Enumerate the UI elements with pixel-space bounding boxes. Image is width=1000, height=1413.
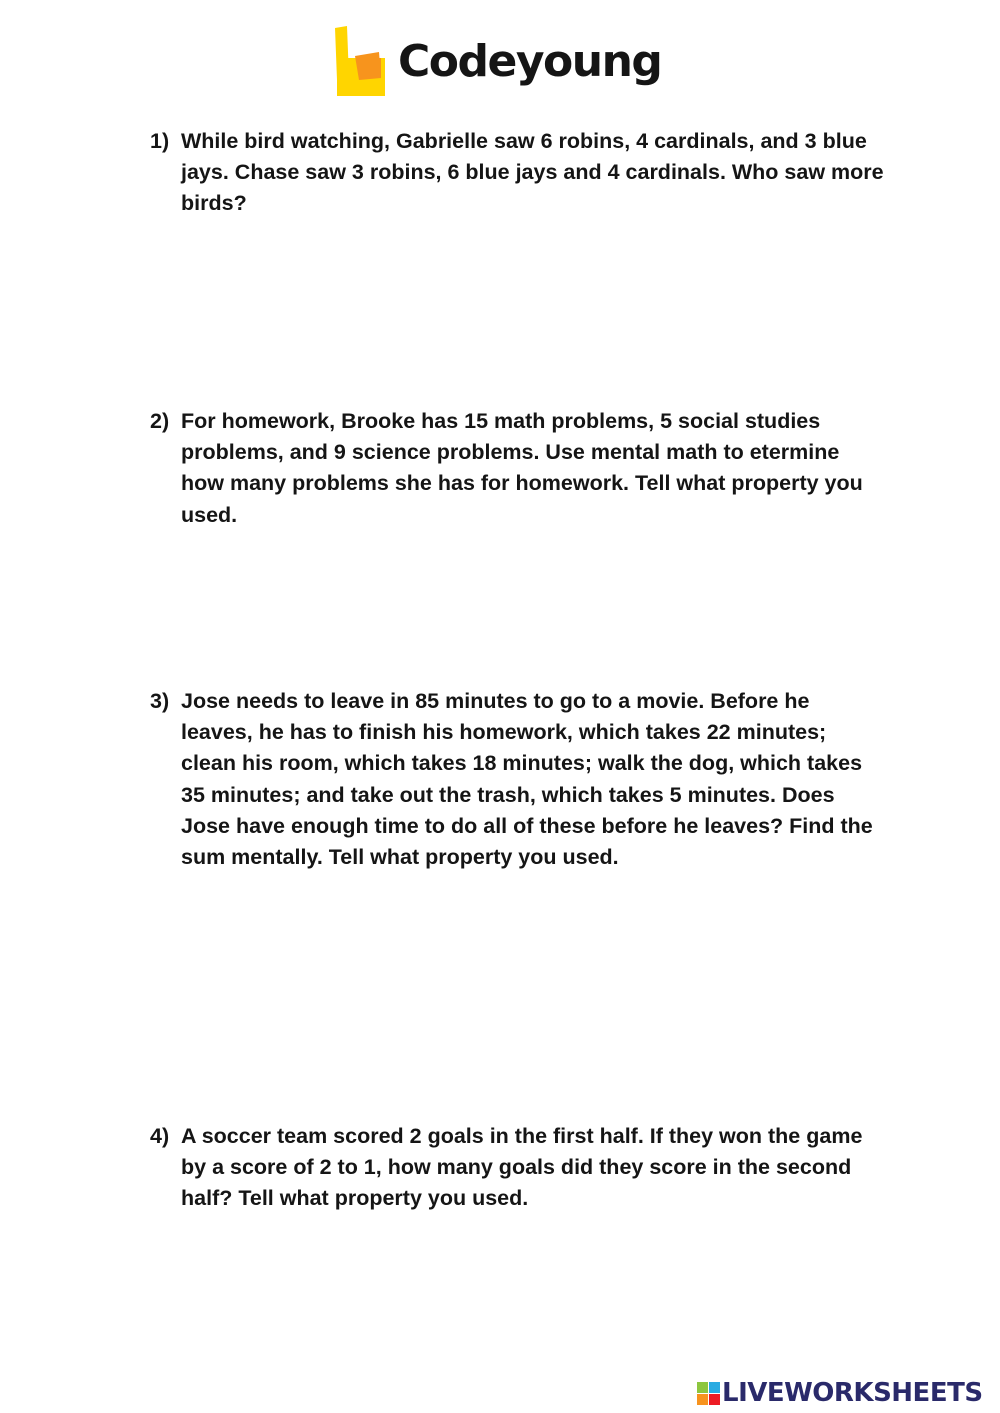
liveworksheets-watermark[interactable]: [696, 1376, 996, 1410]
question-1: [150, 126, 885, 220]
question-3: [150, 686, 885, 873]
question-number: 2): [150, 409, 170, 433]
question-4: [150, 1121, 885, 1215]
page-header: [0, 22, 1000, 104]
question-number: 3): [150, 689, 170, 713]
question-text: While bird watching, Gabrielle saw 6 robins, 4 cardinals, and 3 blue jays. Chase saw 3 robins, 6 blue jays and 4 cardinals. Who saw more birds?: [181, 129, 884, 216]
liveworksheets-logo-icon: [696, 1380, 722, 1406]
question-number: 4): [150, 1124, 170, 1148]
codeyoung-logo-icon: [331, 26, 387, 98]
question-text: A soccer team scored 2 goals in the first half. If they won the game by a score of 2 to 1, how many goals did they score in the second half? Tell what property you used.: [181, 1124, 863, 1211]
question-text: For homework, Brooke has 15 math problems, 5 social studies problems, and 9 science problems. Use mental math to etermine how many problems she has for homework. Tell what property you used.: [181, 409, 863, 527]
question-number: 1): [150, 129, 170, 153]
brand-name: Codeyoung: [398, 36, 662, 87]
footer-brand: LIVEWORKSHEETS: [722, 1378, 983, 1408]
question-text: Jose needs to leave in 85 minutes to go to a movie. Before he leaves, he has to finish his homework, which takes 22 minutes; clean his room, which takes 18 minutes; walk the dog, which takes 35 minutes; and take out the trash, which takes 5 minutes. Does Jose have enough time to do all of these before he leaves? Find the sum mentally. Tell what property you used.: [181, 689, 873, 870]
question-2: [150, 406, 885, 531]
